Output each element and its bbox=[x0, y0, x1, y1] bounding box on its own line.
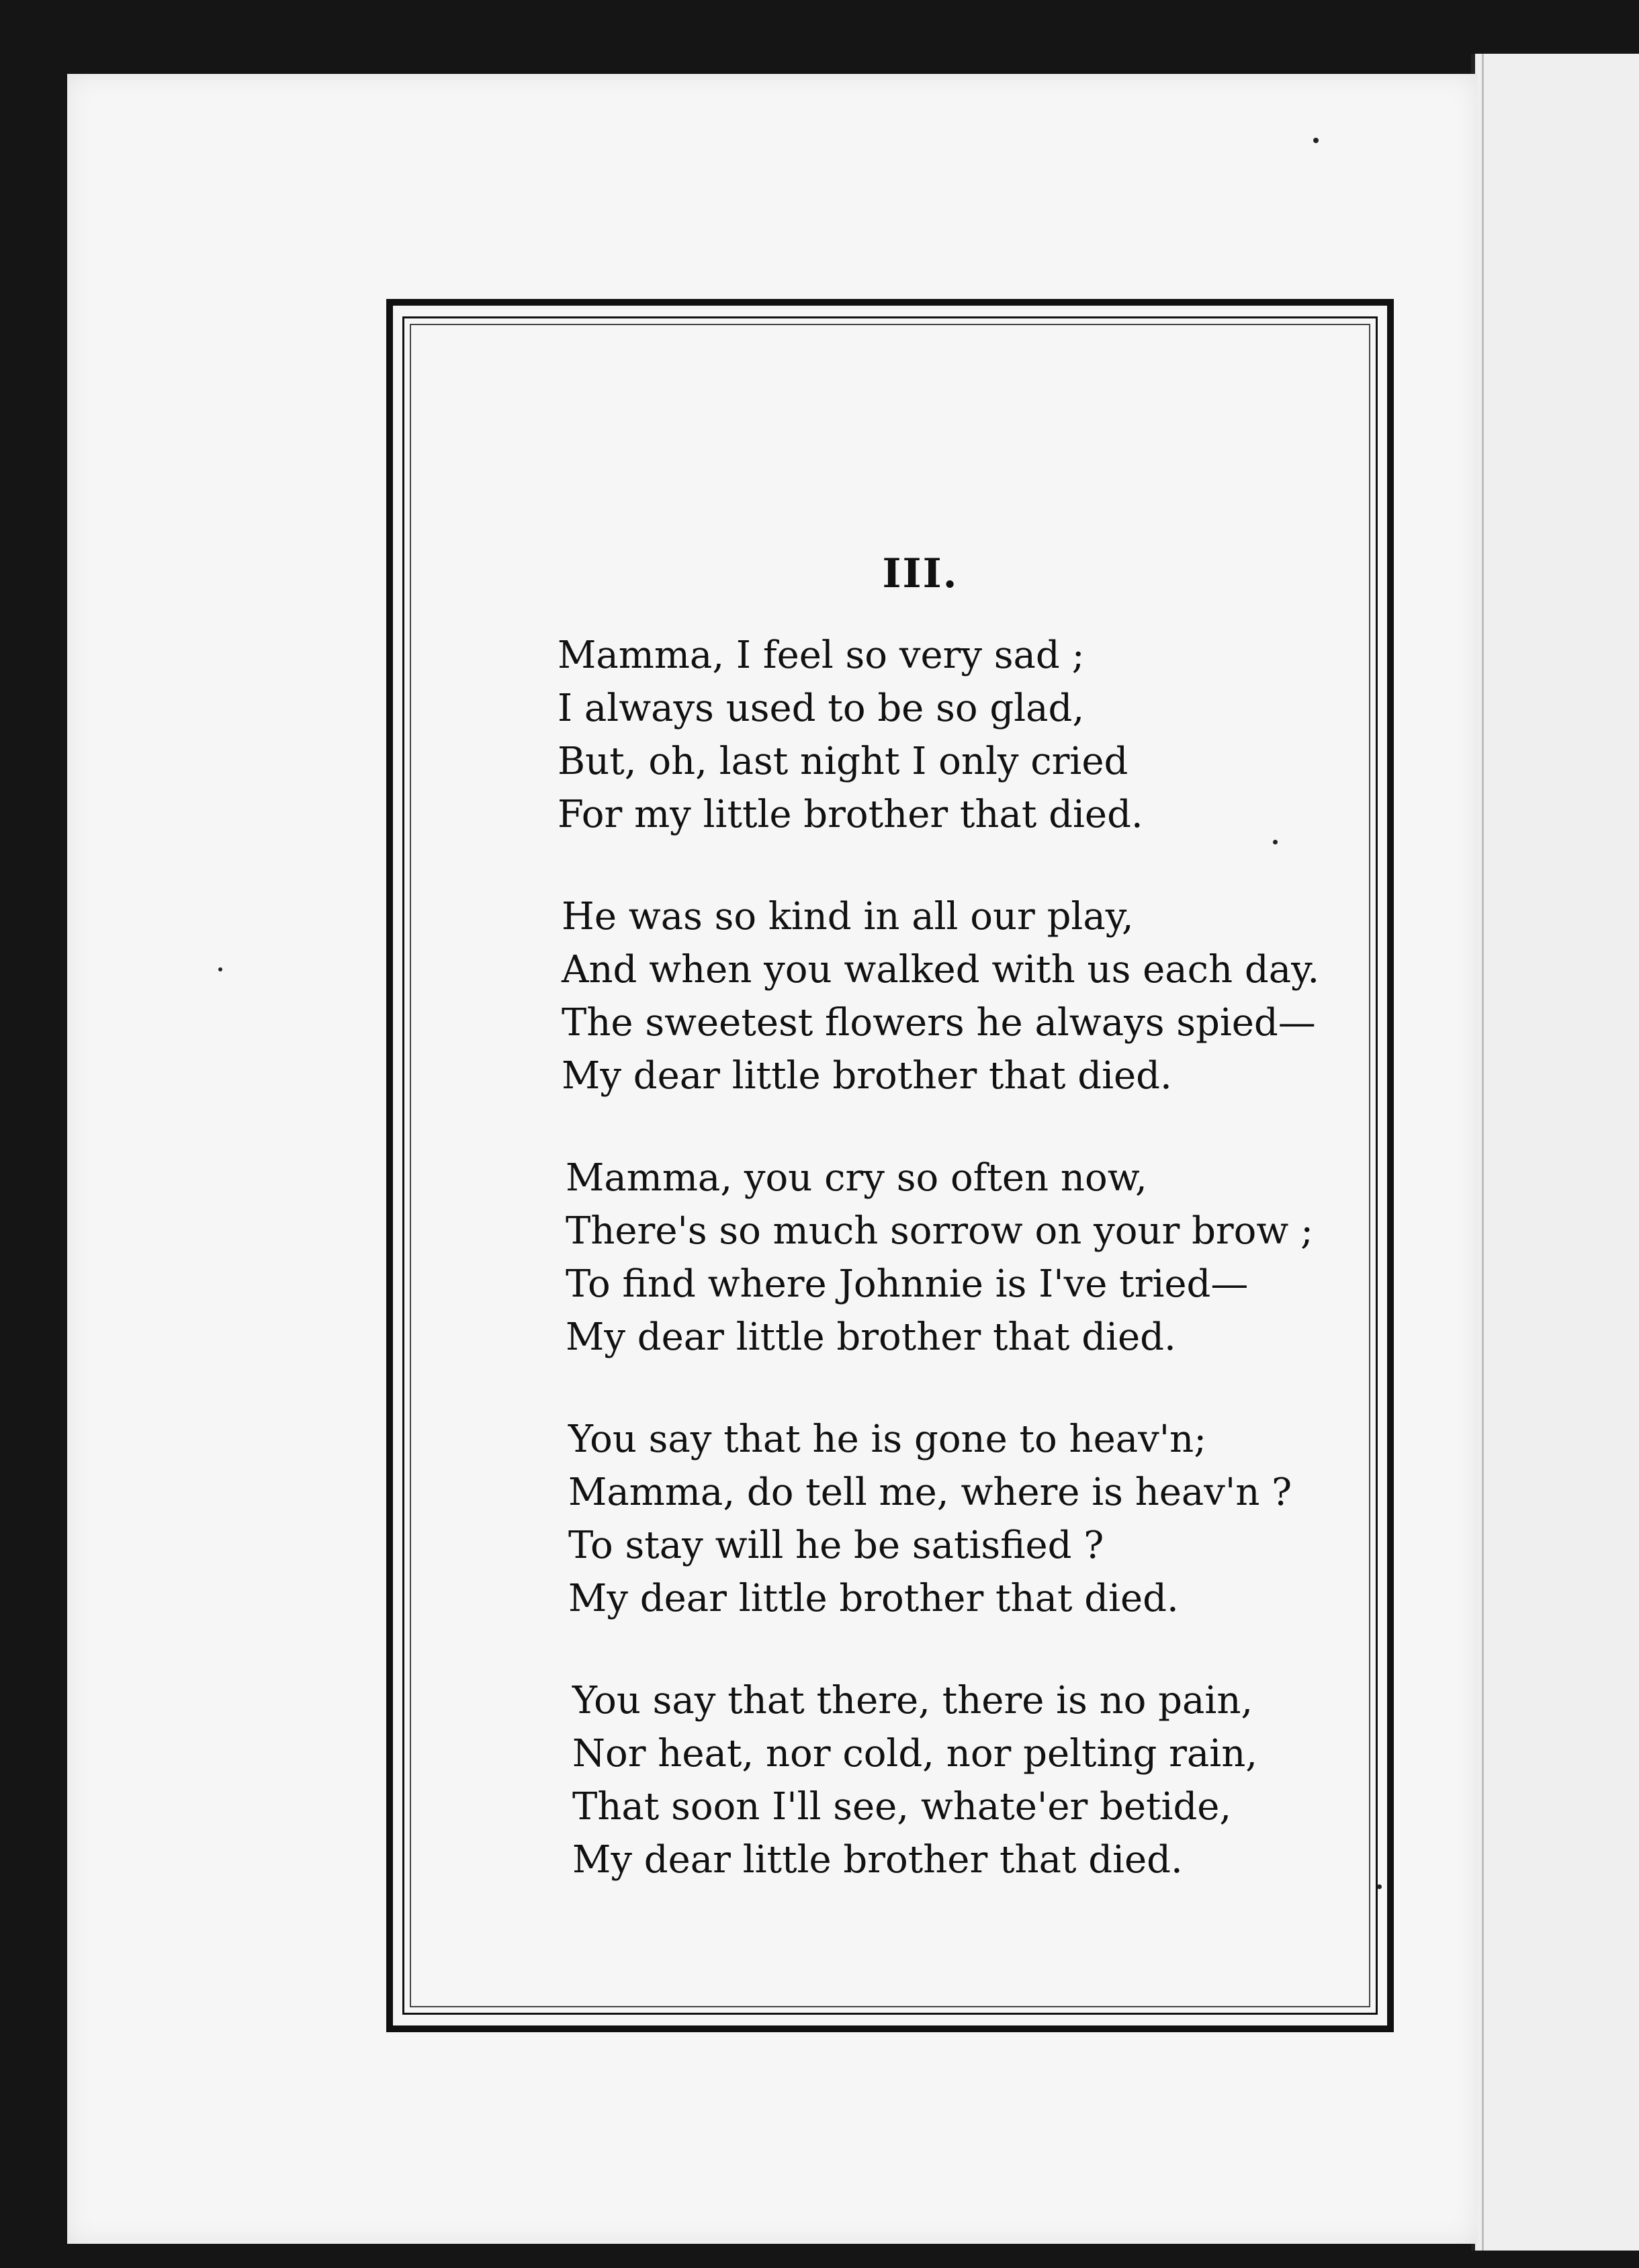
book-page bbox=[67, 74, 1478, 2244]
stanza-3 bbox=[558, 1151, 1364, 1364]
poem-line: My dear little brother that died. bbox=[572, 1838, 1183, 1882]
decorative-border bbox=[386, 299, 1394, 2032]
poem-line: To find where Johnnie is I've tried— bbox=[566, 1262, 1249, 1306]
poem-line: He was so kind in all our play, bbox=[562, 895, 1134, 939]
poem bbox=[558, 548, 1364, 1886]
poem-line: I always used to be so glad, bbox=[558, 687, 1085, 730]
poem-line: You say that he is gone to heav'n; bbox=[568, 1418, 1207, 1461]
stanza-4 bbox=[558, 1413, 1364, 1625]
poem-line: The sweetest flowers he always spied— bbox=[562, 1001, 1316, 1045]
poem-line: Mamma, I feel so very sad ; bbox=[558, 634, 1085, 677]
poem-line: That soon I'll see, whate'er betide, bbox=[572, 1785, 1232, 1829]
scan-speck bbox=[1313, 138, 1319, 143]
poem-line: For my little brother that died. bbox=[558, 793, 1143, 836]
scan-speck bbox=[1377, 1884, 1382, 1889]
poem-line: There's so much sorrow on your brow ; bbox=[566, 1209, 1313, 1253]
poem-line: My dear little brother that died. bbox=[568, 1577, 1179, 1620]
scan-speck bbox=[218, 967, 222, 971]
poem-line: And when you walked with us each day. bbox=[562, 948, 1320, 992]
poem-line: My dear little brother that died. bbox=[566, 1315, 1176, 1359]
poem-section-number: III. bbox=[882, 550, 959, 597]
stanza-2 bbox=[558, 890, 1364, 1102]
poem-line: To stay will he be satisfied ? bbox=[568, 1524, 1104, 1567]
page-edge-line bbox=[1482, 54, 1484, 2251]
poem-line: You say that there, there is no pain, bbox=[572, 1679, 1253, 1722]
stanza-1 bbox=[558, 629, 1364, 841]
adjacent-page-edge bbox=[1471, 54, 1639, 2251]
poem-line: Nor heat, nor cold, nor pelting rain, bbox=[572, 1732, 1258, 1776]
poem-line: Mamma, do tell me, where is heav'n ? bbox=[568, 1471, 1292, 1514]
poem-line: Mamma, you cry so often now, bbox=[566, 1156, 1147, 1200]
scan-speck bbox=[1273, 840, 1278, 844]
poem-line: But, oh, last night I only cried bbox=[558, 740, 1128, 783]
poem-line: My dear little brother that died. bbox=[562, 1054, 1172, 1098]
stanza-5 bbox=[558, 1674, 1364, 1886]
